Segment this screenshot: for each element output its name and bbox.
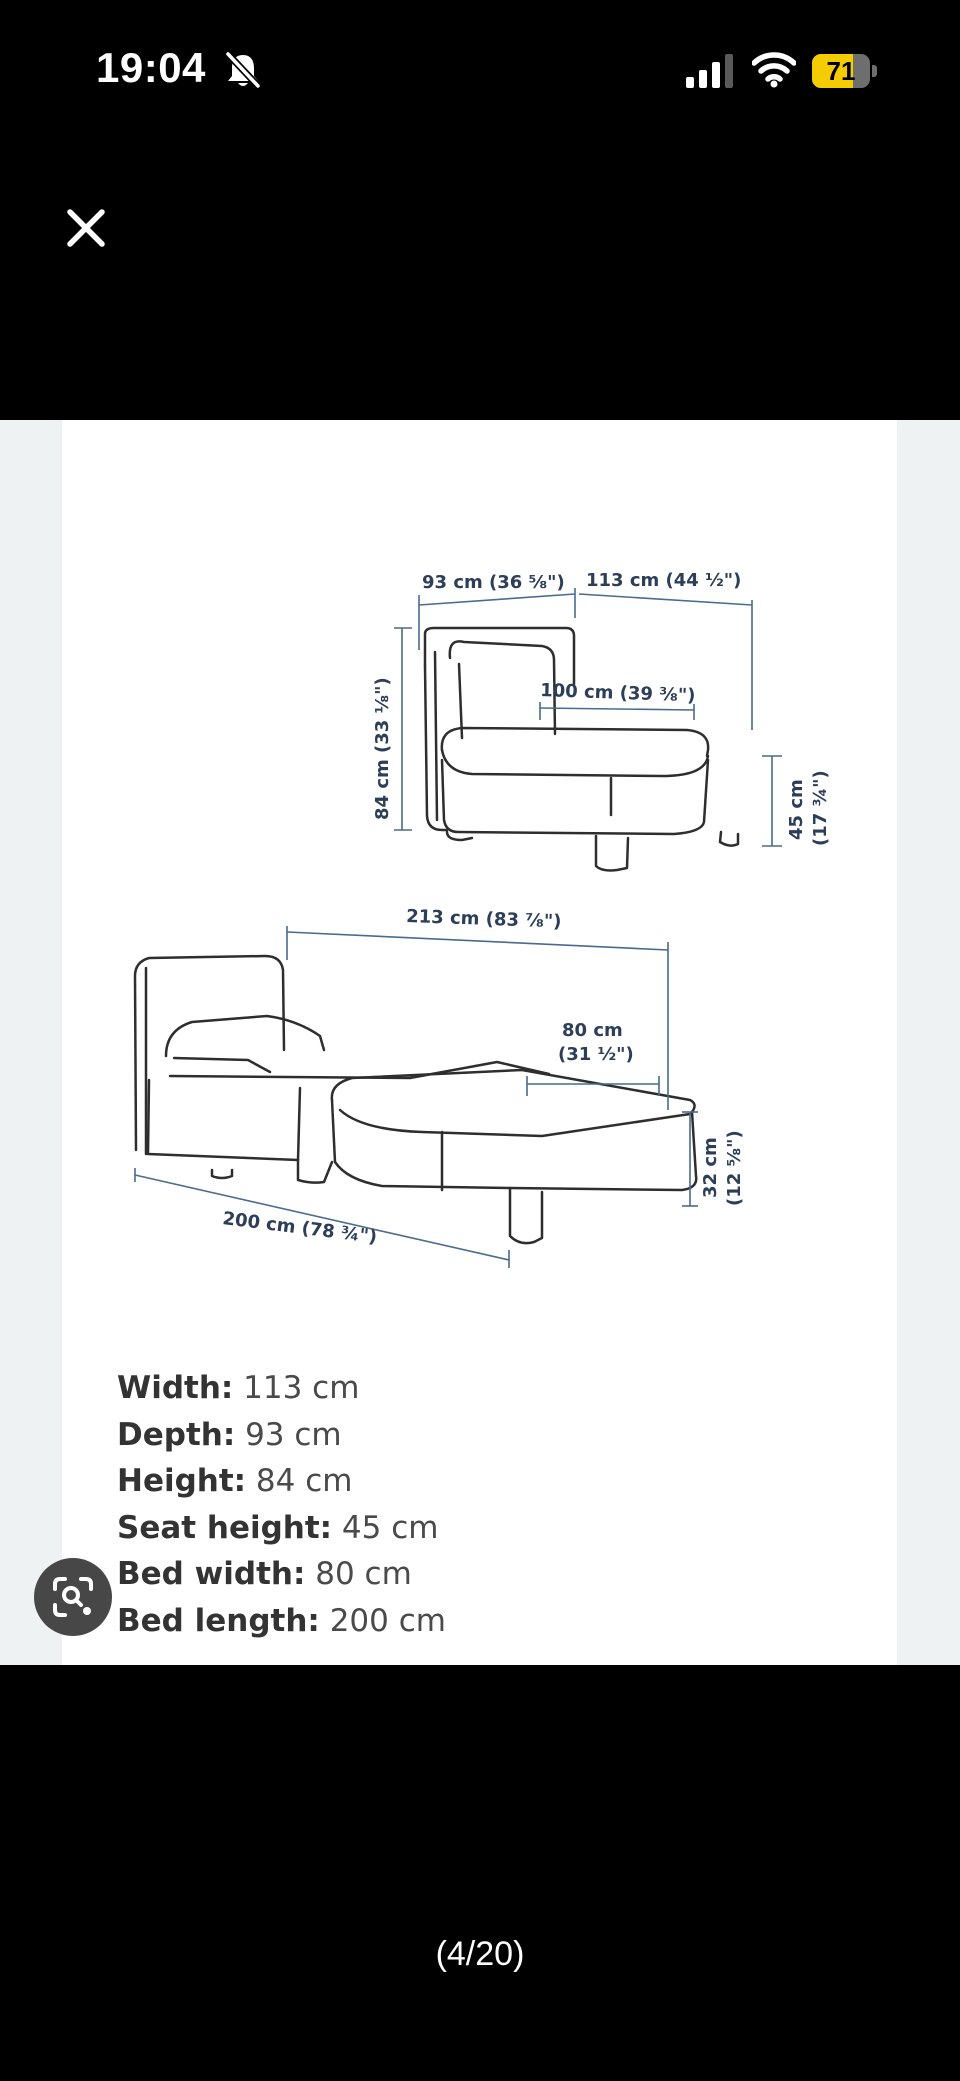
status-bar [0, 0, 960, 140]
label-seat-height-in: (17 ¾") [810, 770, 831, 846]
spec-seat-height: Seat height: 45 cm [117, 1509, 439, 1546]
close-icon[interactable] [58, 200, 114, 256]
label-bed-length: 200 cm (78 ¾") [221, 1208, 379, 1248]
label-chair-depth: 93 cm (36 ⅝") [422, 572, 565, 593]
spec-width: Width: 113 cm [117, 1370, 360, 1406]
bell-slash-icon [224, 50, 262, 90]
label-bed-width-in: (31 ½") [558, 1044, 634, 1065]
spec-list [117, 1365, 446, 1644]
label-bed-height-cm: 32 cm [700, 1137, 721, 1198]
label-seat-height-cm: 45 cm [786, 779, 807, 840]
visual-search-button[interactable] [34, 1558, 112, 1636]
cellular-signal-icon [686, 54, 734, 88]
label-chair-height: 84 cm (33 ⅛") [372, 677, 393, 820]
spec-height: Height: 84 cm [117, 1463, 353, 1499]
label-bed-width-cm: 80 cm [562, 1020, 623, 1041]
battery-indicator [812, 54, 878, 88]
battery-percent: 71 [826, 56, 856, 86]
spec-bed-width: Bed width: 80 cm [117, 1556, 412, 1592]
label-bed-total-length: 213 cm (83 ⅞") [405, 906, 562, 933]
spec-depth: Depth: 93 cm [117, 1416, 342, 1453]
status-time: 19:04 [96, 44, 206, 91]
product-image [62, 420, 897, 1665]
visual-search-icon [51, 1575, 95, 1619]
image-viewer[interactable] [0, 420, 960, 1665]
spec-bed-length: Bed length: 200 cm [117, 1602, 446, 1639]
dimension-diagram [62, 420, 897, 1300]
wifi-icon [752, 50, 796, 88]
image-counter: (4/20) [435, 1935, 525, 1973]
label-chair-width: 113 cm (44 ½") [586, 570, 742, 591]
label-bed-height-in: (12 ⅝") [724, 1130, 745, 1206]
label-seat-depth: 100 cm (39 ⅜") [539, 680, 696, 707]
